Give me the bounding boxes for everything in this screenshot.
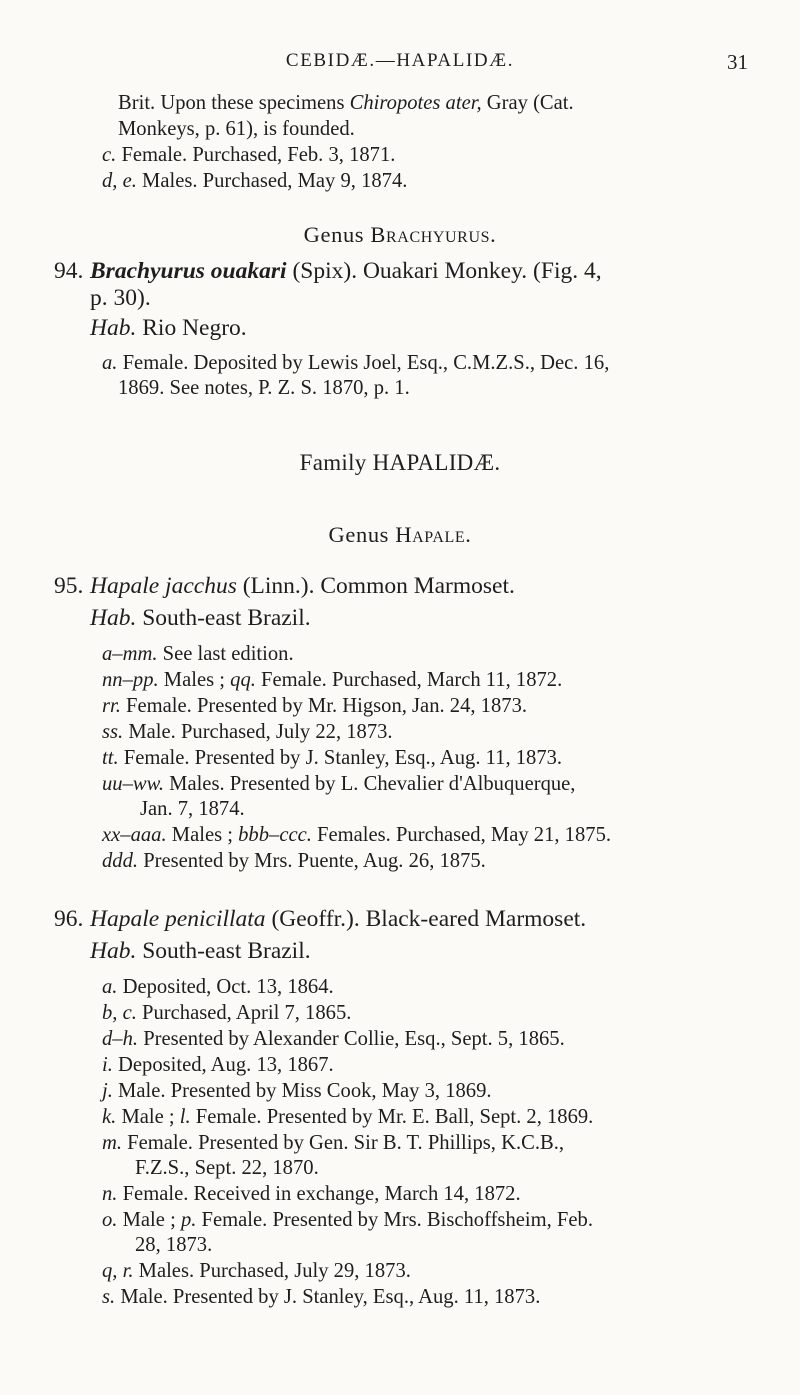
- species-96-entry: [102, 1026, 565, 1052]
- specimen-letter: ddd.: [102, 850, 139, 872]
- specimen-letter: o.: [102, 1209, 118, 1231]
- specimen-letter: d–h.: [102, 1028, 139, 1050]
- species-96-entry-cont: F.Z.S., Sept. 22, 1870.: [135, 1157, 319, 1179]
- specimen-text: Female. Deposited by Lewis Joel, Esq., C.M.Z.S., Dec. 16,: [117, 352, 610, 374]
- specimen-letter: j.: [102, 1080, 113, 1102]
- species-96-entry: [102, 1258, 411, 1284]
- specimen-text: Presented by Alexander Collie, Esq., Sept. 5, 1865.: [138, 1028, 565, 1050]
- specimen-letter: c.: [102, 144, 117, 166]
- genus-name: Hapale.: [395, 522, 472, 547]
- species-96-entry: [102, 1207, 593, 1233]
- specimen-text: Male ;: [117, 1209, 181, 1231]
- page-header: [0, 50, 800, 80]
- specimen-text: Purchased, April 7, 1865.: [136, 1002, 352, 1024]
- specimen-letter: q, r.: [102, 1260, 134, 1282]
- species-95-entry: [102, 719, 393, 745]
- specimen-text: Deposited, Aug. 13, 1867.: [112, 1054, 334, 1076]
- specimen-text-2: Female. Presented by Mr. E. Ball, Sept. 2, 1869.: [190, 1106, 594, 1128]
- specimen-text: Males ;: [158, 669, 231, 691]
- species-authority-common: (Spix). Ouakari Monkey. (Fig. 4,: [286, 258, 602, 284]
- specimen-letter: rr.: [102, 695, 121, 717]
- species-96-entry: [102, 1181, 521, 1207]
- specimen-text: Deposited, Oct. 13, 1864.: [117, 976, 334, 998]
- specimen-text: Female. Received in exchange, March 14, 1872.: [117, 1183, 521, 1205]
- hab-label: Hab.: [90, 938, 137, 964]
- species-96-habitat: [90, 936, 311, 966]
- page-number: 31: [727, 50, 748, 74]
- specimen-text: Males. Purchased, May 9, 1874.: [136, 170, 408, 192]
- species-95-entry: [102, 667, 562, 693]
- intro-text-1a: Brit. Upon these specimens: [118, 92, 350, 114]
- specimen-text: Female. Presented by Gen. Sir B. T. Phillips, K.C.B.,: [122, 1132, 565, 1154]
- specimen-letter: xx–aaa.: [102, 824, 167, 846]
- genus-heading-hapale: [0, 522, 800, 548]
- species-number: 96.: [54, 906, 84, 932]
- species-94-entry-a: [102, 350, 609, 376]
- specimen-text: Males ;: [166, 824, 239, 846]
- specimen-text: Males. Purchased, July 29, 1873.: [133, 1260, 411, 1282]
- specimen-letter: a.: [102, 976, 118, 998]
- species-95-entry: [102, 848, 486, 874]
- hab-value: South-east Brazil.: [136, 605, 311, 631]
- specimen-letter: a.: [102, 352, 118, 374]
- specimen-letter: a–mm.: [102, 643, 158, 665]
- species-number: 95.: [54, 573, 84, 599]
- specimen-letter-2: bbb–ccc.: [238, 824, 312, 846]
- specimen-letter: i.: [102, 1054, 113, 1076]
- specimen-letter: b, c.: [102, 1002, 137, 1024]
- specimen-text: Males. Presented by L. Chevalier d'Albuquerque,: [163, 773, 576, 795]
- specimen-text-2: Females. Purchased, May 21, 1875.: [311, 824, 612, 846]
- species-96-entry: [102, 1052, 334, 1078]
- species-authority-common: (Linn.). Common Marmoset.: [236, 573, 515, 599]
- specimen-text: Male ;: [116, 1106, 180, 1128]
- specimen-text: Female. Purchased, Feb. 3, 1871.: [116, 144, 396, 166]
- species-94-fig-page: p. 30).: [90, 285, 151, 311]
- specimen-letter: s.: [102, 1286, 116, 1308]
- specimen-letter: uu–ww.: [102, 773, 164, 795]
- genus-name: Brachyurus.: [370, 222, 497, 247]
- specimen-letter: k.: [102, 1106, 117, 1128]
- species-95-entry: [102, 693, 527, 719]
- species-latin-name: Hapale jacchus: [90, 573, 237, 599]
- specimen-letter: n.: [102, 1183, 118, 1205]
- intro-line-3: [102, 142, 395, 168]
- species-96-entry: [102, 1284, 540, 1310]
- intro-line-1: [118, 90, 574, 116]
- intro-line-2: Monkeys, p. 61), is founded.: [118, 118, 355, 140]
- genus-word: Genus: [303, 222, 365, 247]
- species-94-entry-a-cont: 1869. See notes, P. Z. S. 1870, p. 1.: [118, 377, 410, 399]
- species-96-entry: [102, 1104, 593, 1130]
- species-94-habitat: [90, 313, 247, 343]
- specimen-letter: ss.: [102, 721, 124, 743]
- hab-value: Rio Negro.: [136, 315, 247, 341]
- hab-value: South-east Brazil.: [136, 938, 311, 964]
- species-96-entry: [102, 1130, 564, 1156]
- intro-text-1c: Gray (Cat.: [481, 92, 574, 114]
- species-95-entry: [102, 771, 575, 797]
- species-95-entry: [102, 745, 562, 771]
- species-95-heading: [54, 571, 515, 601]
- intro-species-name: Chiropotes ater,: [349, 92, 482, 114]
- specimen-letter: tt.: [102, 747, 119, 769]
- specimen-text: See last edition.: [157, 643, 294, 665]
- specimen-letter-2: l.: [179, 1106, 191, 1128]
- species-latin-name: Hapale penicillata: [90, 906, 266, 932]
- hab-label: Hab.: [90, 315, 137, 341]
- species-95-habitat: [90, 603, 311, 633]
- specimen-letter: nn–pp.: [102, 669, 159, 691]
- species-number: 94.: [54, 258, 84, 284]
- species-95-entry: [102, 822, 611, 848]
- species-96-entry: [102, 1000, 351, 1026]
- specimen-letter-2: p.: [180, 1209, 197, 1231]
- family-heading: Family HAPALIDÆ.: [299, 450, 501, 475]
- species-authority-common: (Geoffr.). Black-eared Marmoset.: [265, 906, 587, 932]
- specimen-text: Presented by Mrs. Puente, Aug. 26, 1875.: [138, 850, 486, 872]
- running-head: CEBIDÆ.—HAPALIDÆ.: [285, 50, 515, 71]
- species-latin-name: Brachyurus ouakari: [90, 258, 287, 284]
- hab-label: Hab.: [90, 605, 137, 631]
- genus-heading-brachyurus: [0, 222, 800, 248]
- specimen-text: Female. Presented by Mr. Higson, Jan. 24, 1873.: [120, 695, 528, 717]
- specimen-text-2: Female. Purchased, March 11, 1872.: [255, 669, 563, 691]
- species-96-entry-cont: 28, 1873.: [135, 1234, 213, 1256]
- species-95-entry: [102, 641, 294, 667]
- intro-line-4: [102, 168, 407, 194]
- species-95-entry-cont: Jan. 7, 1874.: [140, 798, 245, 820]
- specimen-text: Male. Presented by Miss Cook, May 3, 1869.: [112, 1080, 492, 1102]
- species-96-heading: [54, 904, 586, 934]
- specimen-letter: m.: [102, 1132, 123, 1154]
- specimen-text: Female. Presented by J. Stanley, Esq., Aug. 11, 1873.: [118, 747, 563, 769]
- specimen-letter: d, e.: [102, 170, 137, 192]
- species-94-heading: [54, 256, 602, 286]
- specimen-letter-2: qq.: [230, 669, 256, 691]
- specimen-text: Male. Purchased, July 22, 1873.: [123, 721, 393, 743]
- specimen-text-2: Female. Presented by Mrs. Bischoffsheim, Feb.: [196, 1209, 593, 1231]
- genus-word: Genus: [328, 522, 390, 547]
- specimen-text: Male. Presented by J. Stanley, Esq., Aug. 11, 1873.: [115, 1286, 541, 1308]
- species-96-entry: [102, 974, 334, 1000]
- species-96-entry: [102, 1078, 492, 1104]
